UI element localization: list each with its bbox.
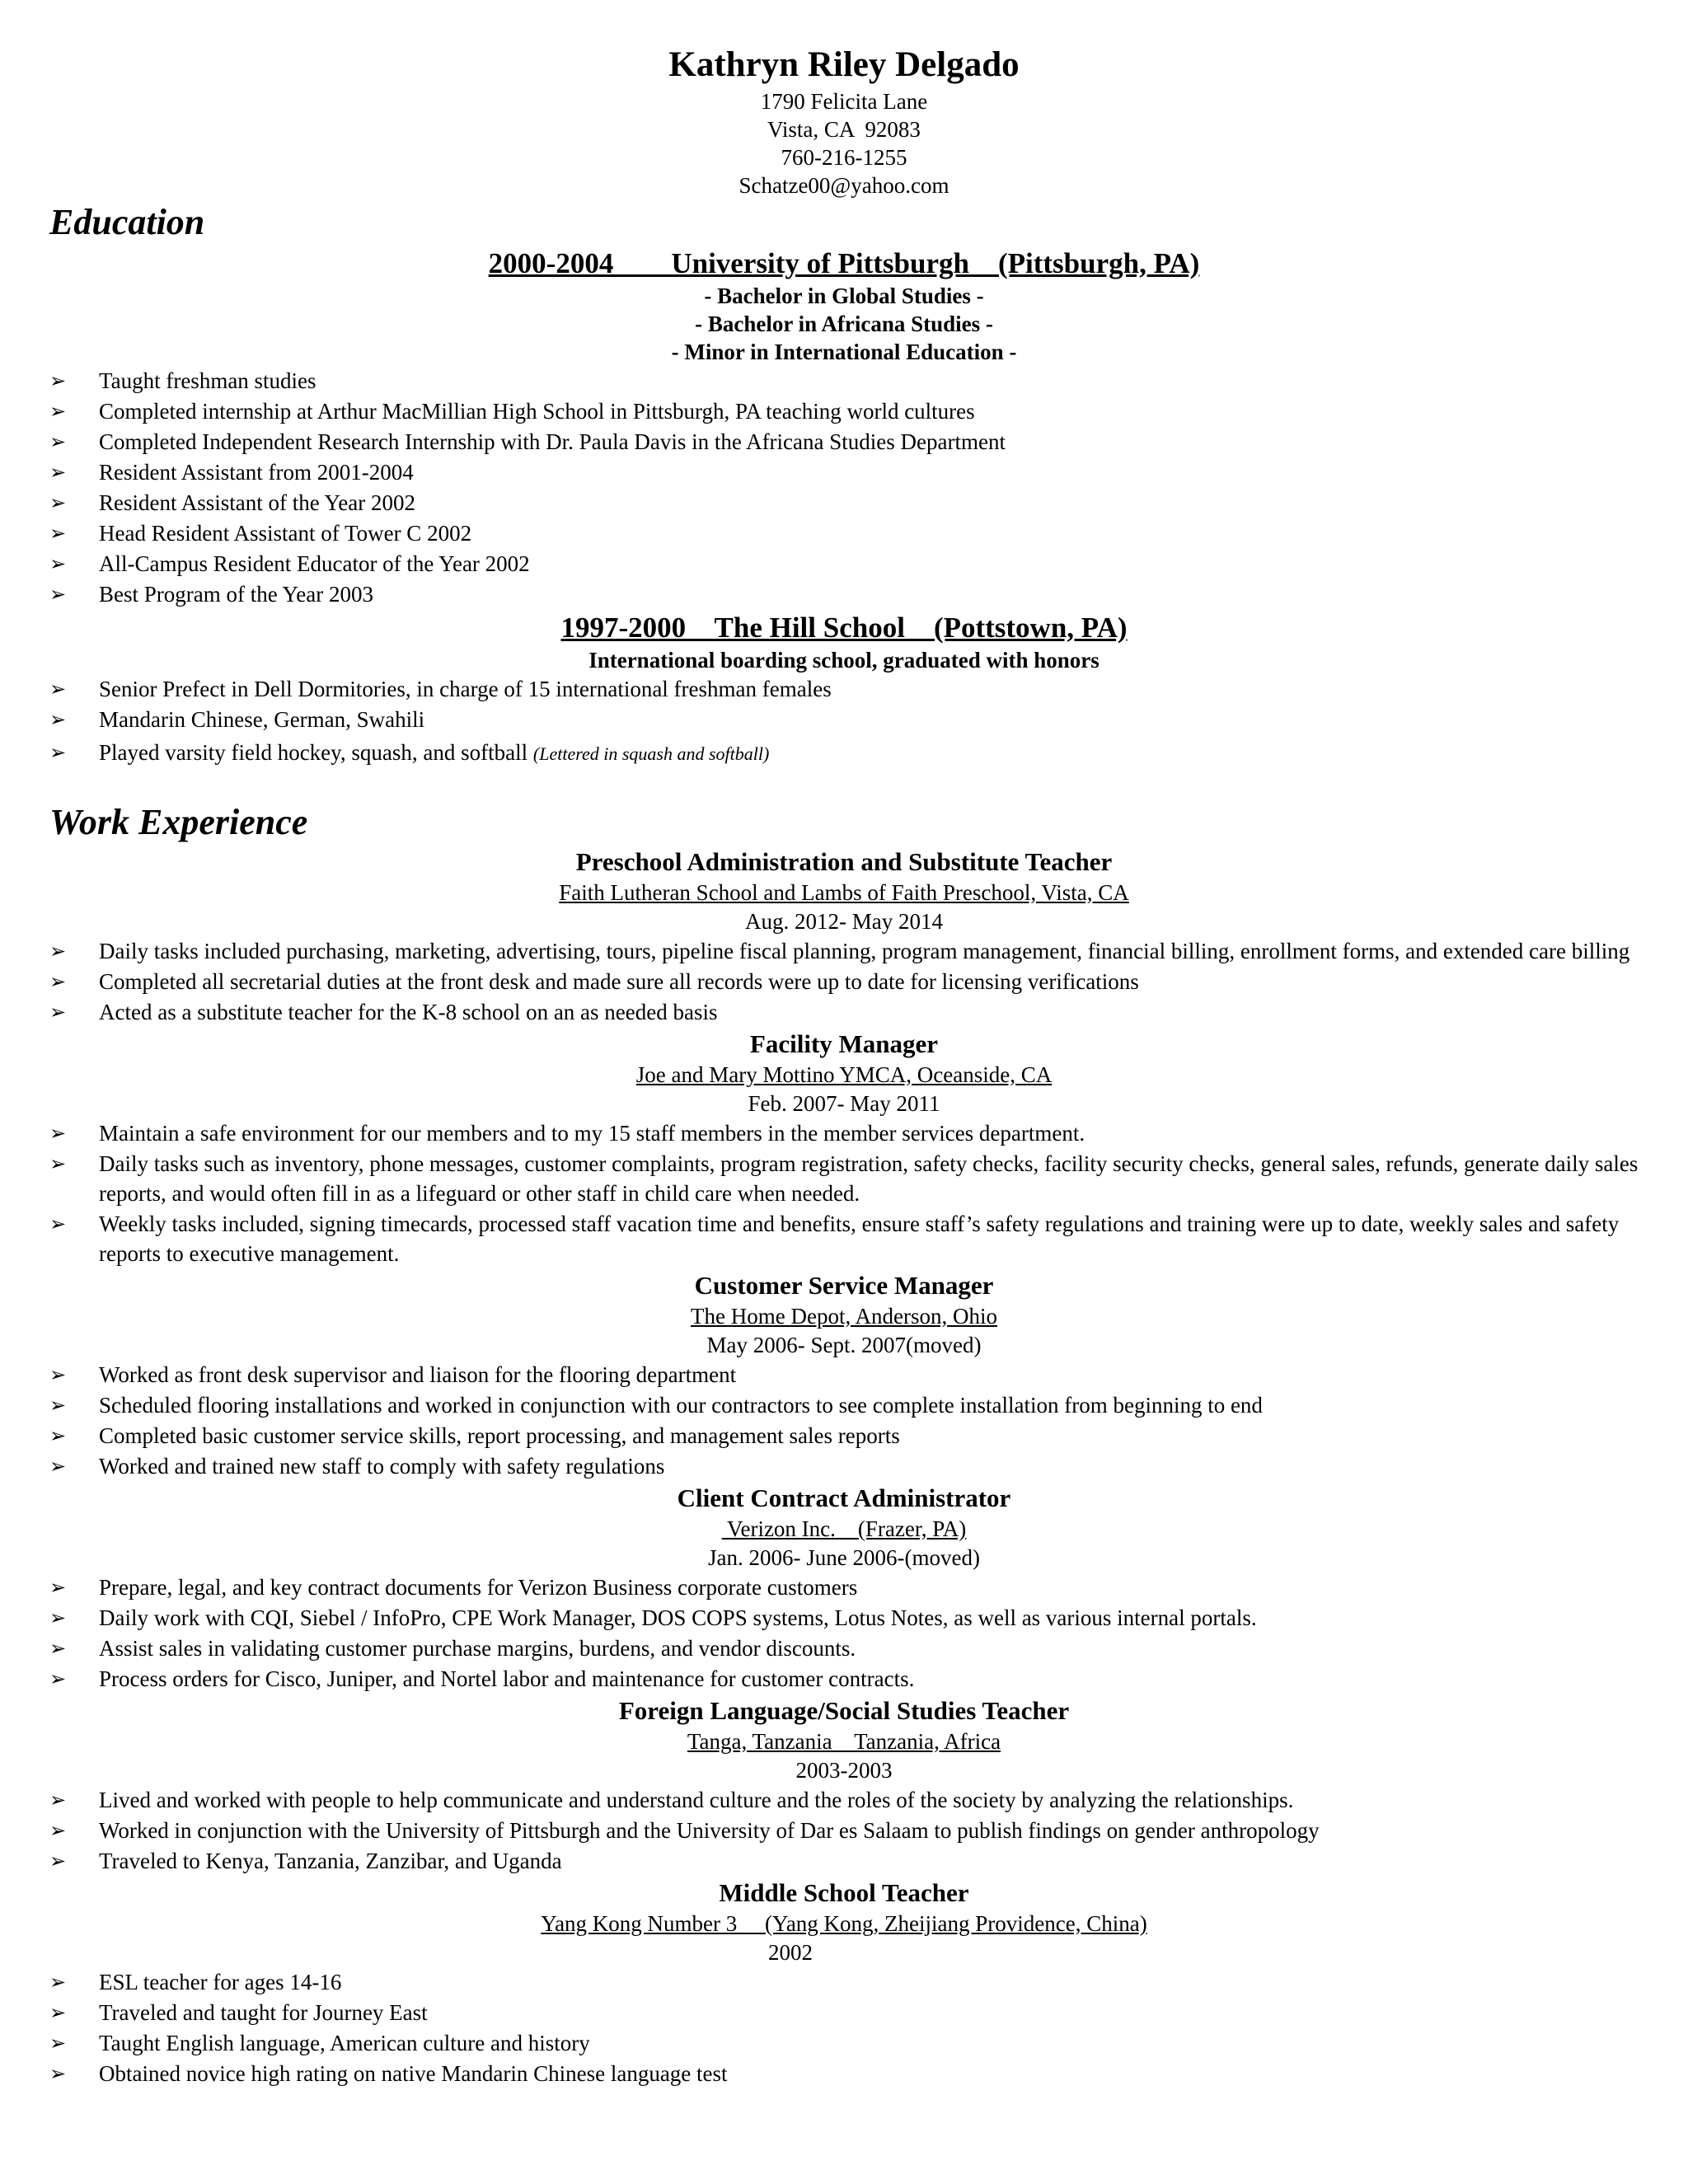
arrow-bullet-icon: ➢	[49, 1576, 67, 1599]
arrow-bullet-icon: ➢	[49, 1819, 67, 1842]
job-dates: Jan. 2006- June 2006-(moved)	[708, 1545, 980, 1570]
bullet-text: Taught English language, American culture and history	[99, 2031, 590, 2055]
bullet-text: Obtained novice high rating on native Mandarin Chinese language test	[99, 2061, 728, 2086]
degree-africana-studies: - Bachelor in Africana Studies -	[695, 312, 993, 336]
bullet-text: Process orders for Cisco, Juniper, and Nortel labor and maintenance for customer contracts.	[99, 1666, 915, 1691]
arrow-bullet-icon: ➢	[49, 1363, 67, 1386]
job-list	[49, 846, 1639, 2088]
bullet-text: Resident Assistant of the Year 2002	[99, 490, 415, 515]
job-dates: Aug. 2012- May 2014	[745, 909, 943, 934]
arrow-bullet-icon: ➢	[49, 1001, 67, 1024]
list-item	[49, 738, 1639, 769]
list-item	[49, 2059, 1639, 2088]
list-item	[49, 1998, 1639, 2027]
bullet-text: Worked in conjunction with the University of Pittsburgh and the University of Dar es Salaam to publish findings on gender anthropology	[99, 1818, 1320, 1843]
arrow-bullet-icon: ➢	[49, 522, 67, 545]
bullet-text: Traveled to Kenya, Tanzania, Zanzibar, and Uganda	[99, 1849, 562, 1873]
bullet-text: Worked and trained new staff to comply with safety regulations	[99, 1454, 665, 1479]
arrow-bullet-icon: ➢	[49, 1788, 67, 1811]
bullet-text: Senior Prefect in Dell Dormitories, in charge of 15 international freshman females	[99, 677, 832, 701]
hill-school-heading: 1997-2000 The Hill School (Pottstown, PA)	[560, 612, 1128, 644]
employer: Tanga, Tanzania Tanzania, Africa	[687, 1729, 1001, 1754]
bullet-text: Best Program of the Year 2003	[99, 582, 373, 607]
job-dates: 2002	[768, 1940, 813, 1965]
arrow-bullet-icon: ➢	[49, 1152, 67, 1175]
job-entry	[49, 1694, 1639, 1876]
bullet-text: Taught freshman studies	[99, 368, 316, 393]
list-item	[49, 1664, 1639, 1694]
employer: Yang Kong Number 3 (Yang Kong, Zheijiang Providence, China)	[541, 1911, 1147, 1936]
bullet-text: Weekly tasks included, signing timecards, processed staff vacation time and benefits, ensure staff’s safety regulations and training were up to date, weekly sales and safety reports to executive management.	[99, 1212, 1620, 1266]
list-item	[49, 1421, 1639, 1451]
bullet-text: Resident Assistant from 2001-2004	[99, 460, 414, 485]
list-item	[49, 427, 1639, 457]
email-address: Schatze00@yahoo.com	[738, 173, 950, 198]
list-item	[49, 1967, 1639, 1997]
bullet-text: Completed all secretarial duties at the front desk and made sure all records were up to date for licensing verifications	[99, 969, 1139, 994]
degree-global-studies: - Bachelor in Global Studies -	[704, 284, 984, 308]
bullet-text: Daily work with CQI, Siebel / InfoPro, CPE Work Manager, DOS COPS systems, Lotus Notes, as well as various internal portals.	[99, 1605, 1257, 1630]
job-dates: May 2006- Sept. 2007(moved)	[706, 1333, 982, 1357]
list-item	[49, 997, 1639, 1027]
bullet-text: Completed Independent Research Internship with Dr. Paula Davis in the Africana Studies Department	[99, 429, 1006, 454]
job-entry	[49, 1482, 1639, 1694]
arrow-bullet-icon: ➢	[49, 491, 67, 514]
contact-header	[49, 43, 1639, 199]
bullet-text: Acted as a substitute teacher for the K-8 school on an as needed basis	[99, 1000, 718, 1024]
arrow-bullet-icon: ➢	[49, 940, 67, 963]
arrow-bullet-icon: ➢	[49, 1212, 67, 1235]
employer: Verizon Inc. (Frazer, PA)	[721, 1516, 967, 1541]
arrow-bullet-icon: ➢	[49, 970, 67, 993]
arrow-bullet-icon: ➢	[49, 1667, 67, 1690]
arrow-bullet-icon: ➢	[49, 708, 67, 731]
job-title: Preschool Administration and Substitute Teacher	[575, 847, 1113, 876]
bullet-text: Head Resident Assistant of Tower C 2002	[99, 521, 472, 546]
list-item	[49, 1633, 1639, 1663]
employer: Faith Lutheran School and Lambs of Faith Preschool, Vista, CA	[559, 880, 1129, 905]
arrow-bullet-icon: ➢	[49, 400, 67, 423]
arrow-bullet-icon: ➢	[49, 1606, 67, 1629]
bullet-text: All-Campus Resident Educator of the Year 2002	[99, 551, 530, 576]
arrow-bullet-icon: ➢	[49, 2001, 67, 2024]
arrow-bullet-icon: ➢	[49, 2062, 67, 2085]
pitt-heading: 2000-2004 University of Pittsburgh (Pittsburgh, PA)	[488, 247, 1200, 279]
arrow-bullet-icon: ➢	[49, 583, 67, 606]
job-bullet-list	[49, 1360, 1639, 1481]
job-title: Foreign Language/Social Studies Teacher	[618, 1696, 1070, 1725]
job-entry	[49, 1269, 1639, 1481]
job-dates: Feb. 2007- May 2011	[748, 1091, 940, 1116]
job-bullet-list	[49, 936, 1639, 1027]
bullet-text: ESL teacher for ages 14-16	[99, 1970, 342, 1994]
list-item	[49, 2028, 1639, 2058]
arrow-bullet-icon: ➢	[49, 741, 67, 764]
job-entry	[49, 846, 1639, 1027]
employer: The Home Depot, Anderson, Ohio	[691, 1304, 997, 1329]
job-bullet-list	[49, 1572, 1639, 1694]
bullet-text: Daily tasks such as inventory, phone messages, customer complaints, program registration, safety checks, facility security checks, general sales, refunds, generate daily sales reports, and would often fill in as a lifeguard or other staff in child care when needed.	[99, 1151, 1639, 1206]
list-item	[49, 1846, 1639, 1876]
candidate-name: Kathryn Riley Delgado	[668, 45, 1020, 84]
arrow-bullet-icon: ➢	[49, 369, 67, 392]
phone-number: 760-216-1255	[781, 145, 907, 170]
list-item	[49, 1118, 1639, 1148]
list-item	[49, 1785, 1639, 1815]
job-bullet-list	[49, 1118, 1639, 1268]
arrow-bullet-icon: ➢	[49, 2032, 67, 2055]
list-item	[49, 396, 1639, 426]
job-entry	[49, 1028, 1639, 1268]
list-item	[49, 518, 1639, 548]
list-item	[49, 579, 1639, 609]
pitt-bullet-list	[49, 366, 1639, 609]
bullet-text: Completed basic customer service skills, report processing, and management sales reports	[99, 1423, 900, 1448]
list-item	[49, 1209, 1639, 1268]
bullet-text: Played varsity field hockey, squash, and softball	[99, 740, 533, 765]
job-title: Middle School Teacher	[719, 1878, 969, 1907]
bullet-text: Assist sales in validating customer purchase margins, burdens, and vendor discounts.	[99, 1636, 856, 1661]
section-spacer	[49, 770, 1639, 799]
arrow-bullet-icon: ➢	[49, 461, 67, 484]
list-item	[49, 1451, 1639, 1481]
bullet-text: Traveled and taught for Journey East	[99, 2000, 428, 2025]
list-item	[49, 1149, 1639, 1208]
address-line-2: Vista, CA 92083	[767, 117, 921, 142]
list-item	[49, 549, 1639, 579]
arrow-bullet-icon: ➢	[49, 1971, 67, 1994]
bullet-text: Maintain a safe environment for our members and to my 15 staff members in the member services department.	[99, 1121, 1085, 1146]
job-dates: 2003-2003	[795, 1758, 893, 1783]
bullet-text: Prepare, legal, and key contract documents for Verizon Business corporate customers	[99, 1575, 858, 1600]
list-item	[49, 366, 1639, 396]
arrow-bullet-icon: ➢	[49, 1455, 67, 1478]
address-line-1: 1790 Felicita Lane	[760, 89, 928, 114]
list-item	[49, 705, 1639, 734]
arrow-bullet-icon: ➢	[49, 1637, 67, 1660]
hill-bullet-list	[49, 674, 1639, 769]
list-item	[49, 1360, 1639, 1390]
work-section-title: Work Experience	[49, 802, 308, 842]
bullet-text: Mandarin Chinese, German, Swahili	[99, 707, 425, 732]
bullet-text: Lived and worked with people to help communicate and understand culture and the roles of the society by analyzing the relationships.	[99, 1788, 1294, 1812]
employer: Joe and Mary Mottino YMCA, Oceanside, CA	[635, 1062, 1053, 1087]
list-item	[49, 457, 1639, 487]
list-item	[49, 1816, 1639, 1845]
job-bullet-list	[49, 1785, 1639, 1876]
bullet-text: Scheduled flooring installations and worked in conjunction with our contractors to see complete installation from beginning to end	[99, 1393, 1263, 1418]
education-section-title: Education	[49, 202, 205, 242]
job-bullet-list	[49, 1967, 1639, 2088]
list-item	[49, 1603, 1639, 1633]
arrow-bullet-icon: ➢	[49, 430, 67, 453]
list-item	[49, 967, 1639, 996]
job-title: Facility Manager	[749, 1029, 939, 1058]
list-item	[49, 674, 1639, 704]
arrow-bullet-icon: ➢	[49, 1849, 67, 1872]
bullet-text: Completed internship at Arthur MacMillian High School in Pittsburgh, PA teaching world cultures	[99, 399, 975, 424]
arrow-bullet-icon: ➢	[49, 1122, 67, 1145]
list-item	[49, 488, 1639, 518]
arrow-bullet-icon: ➢	[49, 677, 67, 701]
lettered-note: (Lettered in squash and softball)	[532, 743, 770, 764]
minor-international-education: - Minor in International Education -	[671, 340, 1017, 364]
job-title: Customer Service Manager	[694, 1271, 994, 1300]
bullet-text: Daily tasks included purchasing, marketing, advertising, tours, pipeline fiscal planning, program management, financial billing, enrollment forms, and extended care billing	[99, 939, 1630, 963]
job-title: Client Contract Administrator	[677, 1483, 1011, 1512]
bullet-text: Worked as front desk supervisor and liaison for the flooring department	[99, 1362, 737, 1387]
list-item	[49, 936, 1639, 966]
arrow-bullet-icon: ➢	[49, 552, 67, 575]
list-item	[49, 1572, 1639, 1602]
job-entry	[49, 1877, 1639, 2088]
list-item	[49, 1390, 1639, 1420]
arrow-bullet-icon: ➢	[49, 1424, 67, 1447]
arrow-bullet-icon: ➢	[49, 1394, 67, 1417]
hill-school-subtitle: International boarding school, graduated with honors	[588, 648, 1100, 673]
